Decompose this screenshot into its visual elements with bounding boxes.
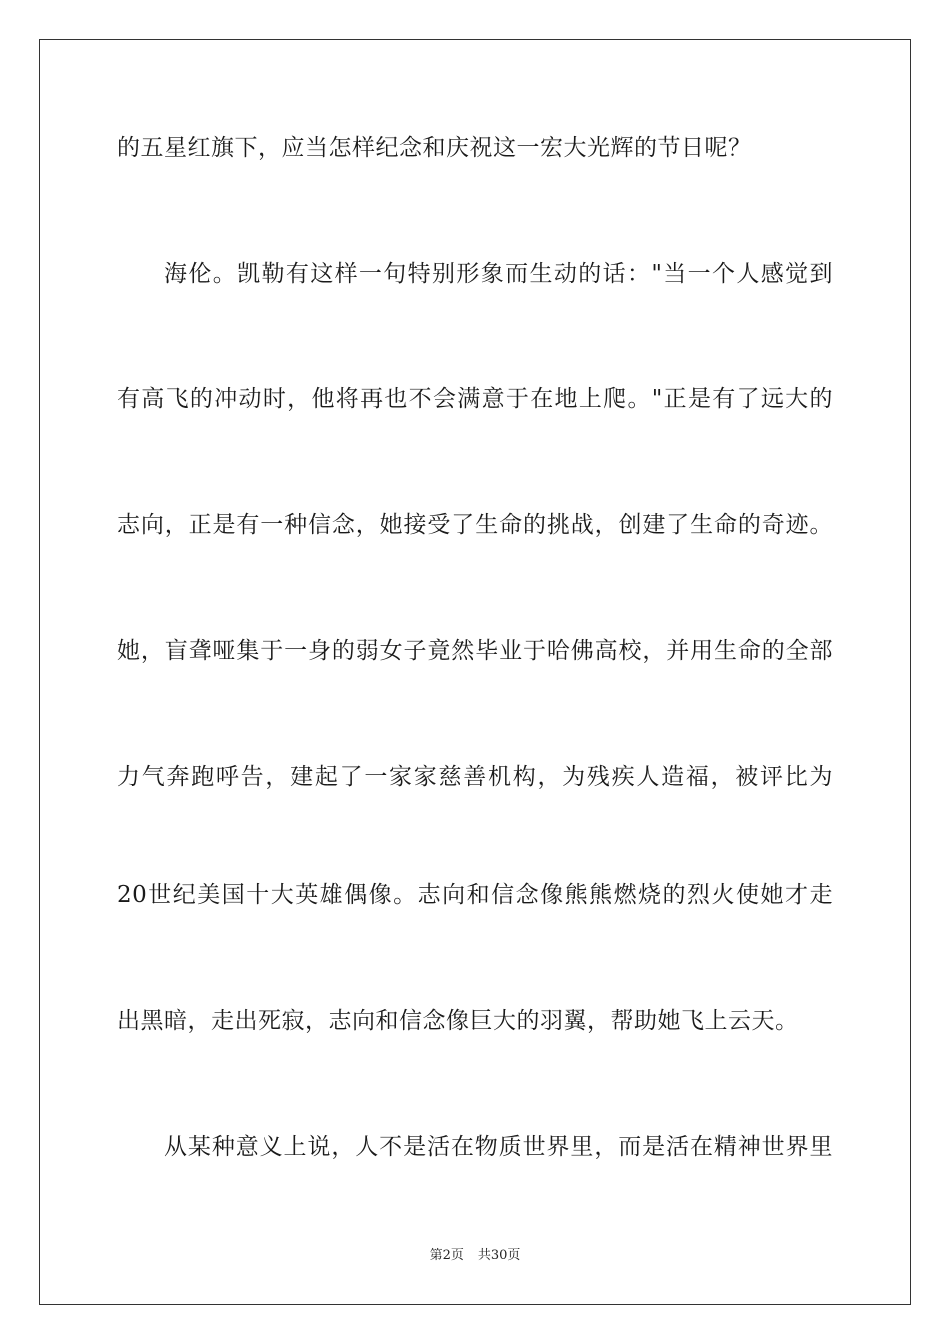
text-line-7: 20世纪美国十大英雄偶像。志向和信念像熊熊燃烧的烈火使她才走 — [117, 882, 833, 908]
page-number: 第2页 — [429, 1248, 464, 1263]
text-line-6: 力气奔跑呼告，建起了一家家慈善机构，为残疾人造福，被评比为 — [117, 764, 833, 790]
page-total: 共30页 — [477, 1248, 521, 1263]
text-line-2: 海伦。凯勒有这样一句特别形象而生动的话："当一个人感觉到 — [164, 261, 833, 287]
text-line-3: 有高飞的冲动时，他将再也不会满意于在地上爬。"正是有了远大的 — [117, 386, 833, 412]
text-line-5: 她，盲聋哑集于一身的弱女子竟然毕业于哈佛高校，并用生命的全部 — [117, 638, 833, 664]
text-line-4: 志向，正是有一种信念，她接受了生命的挑战，创建了生命的奇迹。 — [117, 512, 833, 538]
page-footer — [0, 1247, 950, 1265]
text-line-9: 从某种意义上说，人不是活在物质世界里，而是活在精神世界里 — [164, 1134, 833, 1160]
text-line-1: 的五星红旗下，应当怎样纪念和庆祝这一宏大光辉的节日呢？ — [117, 135, 752, 161]
page-border — [39, 39, 911, 1305]
text-line-8: 出黑暗，走出死寂，志向和信念像巨大的羽翼，帮助她飞上云天。 — [117, 1008, 799, 1034]
